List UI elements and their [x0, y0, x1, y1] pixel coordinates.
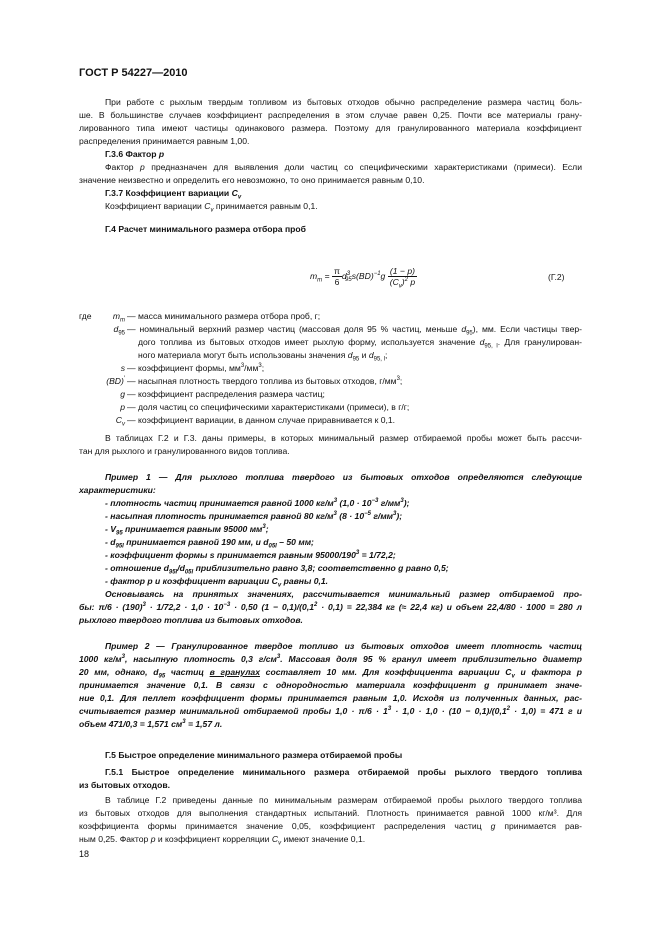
- example1-bullet-1: - плотность частиц принимается равной 1000 $кг/м^3$ ($1,0 \cdot 10^{-3}$ $г/мм^3$);: [105, 498, 410, 508]
- def-d95-line-1: — номинальный верхний размер частиц (массовая доля 95 % частиц, меньше $d_{95}$), мм. Если частицы твер-: [127, 324, 583, 337]
- intro-line-2: ше. В большинстве случаев коэффициент распределения в этом случае равен 0,25. Почти все материалы грану-: [79, 110, 582, 120]
- example2-line-1: Пример 2 — Гранулированное твердое топливо из бытовых отходов имеет плотность частиц: [105, 641, 582, 651]
- example2-line-5: ние 0,1. Для пеллет коэффициент формы принимается равным 1,0. Исходя из полученных данных, рас-: [79, 693, 582, 703]
- example2-line-6: считывается размер минимальной отбираемой пробы $1,0 \cdot \pi/6 \cdot 1^3 \cdot 1,0 \cdot 1,0 \cdot (10 - 0,1)/(0,1^2 \cdot 1,0) = 471$ г и: [79, 706, 582, 716]
- def-m: — масса минимального размера отбора проб, г;: [127, 311, 321, 321]
- example1-bullet-7: - фактор p и коэффициент вариации $C_v$ равны 0,1.: [105, 576, 329, 589]
- def-symbol-d95: $d_{95}$: [113, 324, 125, 337]
- intro-line-3: лированного типа имеют частицы одинакового размера. Поэтому для гранулированного материала коэффициент: [79, 123, 582, 133]
- page-number: 18: [79, 849, 90, 859]
- example1-line-1: Пример 1 — Для рыхлого топлива твердого из бытовых отходов определяются следующие: [105, 472, 582, 482]
- section-g36-line-2: значение неизвестно и определить его невозможно, то оно принимается равным 0,10.: [79, 175, 425, 185]
- def-symbol-p: p: [120, 402, 125, 412]
- section-g37-line-1: Коэффициент вариации $C_v$ принимается равным 0,1.: [105, 201, 318, 214]
- tables-note-line-2: тан для рыхлого и гранулированного видов топлива.: [79, 446, 290, 456]
- def-s: — коэффициент формы, $мм^3/мм^3$;: [127, 363, 265, 373]
- def-symbol-g: g: [120, 389, 125, 399]
- def-bd: — насыпная плотность твердого топлива из бытовых отходов, $г/мм^3$;: [127, 376, 403, 386]
- section-g37-heading: Г.3.7 Коэффициент вариации $C_v$: [105, 188, 242, 201]
- def-g: — коэффициент распределения размера частиц;: [127, 389, 325, 399]
- example2-line-4: принимается значение 0,1. В связи с однородностью материала коэффициент g принимает значе-: [79, 680, 582, 690]
- def-symbol-bd: (BD)′: [106, 376, 125, 386]
- def-d95-line-3: ного материала могут быть использованы значения $d_{95}$ и $d_{95, l}$;: [138, 350, 388, 363]
- def-symbol-cv: $C_v$: [115, 415, 125, 428]
- section-g36-line-1: Фактор p предназначен для выявления доли частиц со специфическими характеристиками (примеси). Если: [105, 162, 582, 172]
- section-g4-heading: Г.4 Расчет минимального размера отбора проб: [105, 224, 306, 234]
- example2-line-7: объем 471/0,3 = 1,571 $см^3 = 1,57$ л.: [79, 719, 223, 729]
- example1-conclusion-1: Основываясь на принятых значениях, рассчитывается минимальный размер отбираемой про-: [105, 589, 582, 599]
- intro-line-4: распределения принимается равным 1,00.: [79, 136, 250, 146]
- example1-line-2: характеристики:: [79, 485, 156, 495]
- def-symbol-s: s: [120, 363, 125, 373]
- document-header: ГОСТ Р 54227—2010: [79, 67, 188, 79]
- section-g51-line-2: из бытовых отходов для выполнения стандартных испытаний. Плотность принимается равной 1000 кг/м³. Для: [79, 808, 582, 818]
- def-d95-line-2: дого топлива из бытовых отходов имеет рыхлую форму, используется значение $d_{95, l}$. Для гранулирован-: [138, 337, 582, 350]
- def-cv: — коэффициент вариации, в данном случае приравнивается к 0,1.: [127, 415, 396, 425]
- example2-line-2: 1000 $кг/м^3$, насыпную плотность 0,3 $г/см^3$. Массовая доля 95 % гранул имеет приблизительно диаметр: [79, 654, 582, 664]
- section-g51-line-4: ным 0,25. Фактор p и коэффициент корреляции $C_v$ имеют значение 0,1.: [79, 834, 366, 847]
- section-g51-line-3: коэффициента формы принимается значение 0,05, коэффициент распределения частиц g принимается рав-: [79, 821, 582, 831]
- section-g36-heading: Г.3.6 Фактор p: [105, 149, 165, 159]
- example1-conclusion-2: бы: $\pi/6 \cdot (190)^3 \cdot 1/72,2 \cdot 1,0 \cdot 10^{-3} \cdot 0,50$ $(1 - 0,1)/(0,1^2 \cdot 0,1) = 22,384$ кг (≈ 22,4 кг) и объем 22,4/80 · 1000 = 280 л: [79, 602, 582, 612]
- section-g5-heading: Г.5 Быстрое определение минимального размера отбираемой пробы: [105, 750, 403, 760]
- example1-bullet-5: - коэффициент формы s принимается равным $95000/190^3 = 1/72,2$;: [105, 550, 396, 560]
- example1-bullet-3: - $V_{95}$ принимается равным 95000 $мм^3$;: [105, 524, 269, 537]
- formula-g2: $m_m$ = $\frac{\pi}{6}$ $d^3_{95}s(BD)^{-1}g$ $\frac{(1 - p)}{(C_v)^2 p}$: [310, 266, 416, 290]
- intro-line-1: При работе с рыхлым твердым топливом из бытовых отходов обычно распределение размера частиц боль-: [105, 97, 582, 107]
- example1-bullet-2: - насыпная плотность принимается равной 80 $кг/м^3$ ($8 \cdot 10^{-5}$ $г/мм^3$);: [105, 511, 403, 521]
- section-g51-line-1: В таблице Г.2 приведены данные по минимальным размерам отбираемой пробы рыхлого твердого топлива: [105, 795, 582, 805]
- tables-note-line-1: В таблицах Г.2 и Г.3. даны примеры, в которых минимальный размер отбираемой пробы может быть рассчи-: [105, 433, 582, 443]
- example2-line-3: 20 мм, однако, $d_{95}$ частиц в гранулах составляет 10 мм. Для коэффициента вариации $C_v$ и фактора p: [79, 667, 582, 680]
- example1-conclusion-3: рыхлого твердого топлива из бытовых отходов.: [79, 615, 303, 625]
- def-p: — доля частиц со специфическими характеристиками (примеси), в г/г;: [127, 402, 410, 412]
- formula-number: (Г.2): [548, 272, 565, 282]
- section-g51-heading-1: Г.5.1 Быстрое определение минимального размера отбираемой пробы рыхлого твердого топлива: [105, 767, 582, 777]
- section-g51-heading-2: из бытовых отходов.: [79, 780, 171, 790]
- example1-bullet-6: - отношение $d_{95l}/d_{05l}$ приблизительно равно 3,8; соответственно g равно 0,5;: [105, 563, 449, 576]
- where-label: где: [79, 311, 92, 321]
- def-symbol-m: $m_m$: [112, 311, 125, 324]
- example1-bullet-4: - $d_{95l}$ принимается равной 190 мм, и $d_{05l} - 50$ мм;: [105, 537, 314, 550]
